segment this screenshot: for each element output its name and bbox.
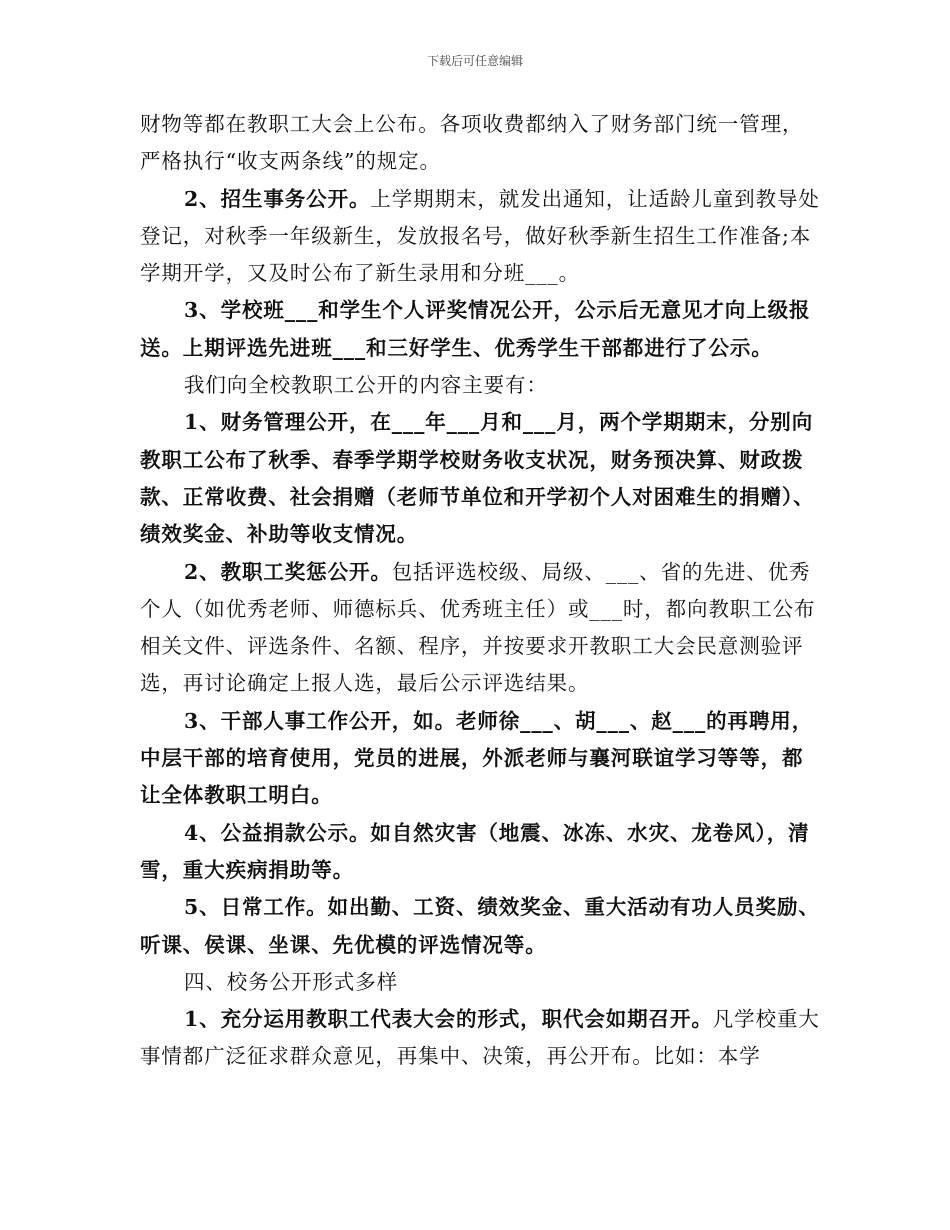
paragraph-7 [140, 703, 820, 815]
paragraph-3-bold: 3、学校班___和学生个人评奖情况公开，公示后无意见才向上级报送。上期评选先进班___和三好学生、优秀学生干部都进行了公示。 [140, 298, 811, 360]
paragraph-2-text: 上学期期末，就发出通知，让适龄儿童到教导处登记，对秋季一年级新生，发放报名号，做好秋季新生招生工作准备;本学期开学，又及时公布了新生录用和分班___。 [140, 186, 820, 286]
paragraph-4-text: 我们向全校教职工公开的内容主要有： [184, 373, 548, 398]
paragraph-2 [140, 181, 820, 293]
paragraph-11-bold: 1、充分运用教职工代表大会的形式，职代会如期召开。 [184, 1007, 713, 1032]
paragraph-8 [140, 815, 820, 890]
document-body [140, 106, 820, 1076]
paragraph-7-bold: 3、干部人事工作公开，如。老师徐___、胡___、赵___的再聘用，中层干部的培育使用，党员的进展，外派老师与襄河联谊学习等等，都让全体教职工明白。 [140, 708, 814, 808]
paragraph-11-text: 凡学校重大事情都广泛征求群众意见，再集中、决策，再公开布。比如：本学 [140, 1007, 820, 1069]
section-heading [140, 964, 820, 1001]
paragraph-9-bold: 5、日常工作。如出勤、工资、绩效奖金、重大活动有功人员奖励、听课、侯课、坐课、先优模的评选情况等。 [140, 895, 820, 957]
paragraph-4 [140, 367, 820, 404]
paragraph-6-bold: 2、教职工奖惩公开。 [184, 559, 392, 584]
paragraph-6 [140, 554, 820, 703]
paragraph-5 [140, 404, 820, 553]
paragraph-2-bold: 2、招生事务公开。 [184, 186, 371, 211]
paragraph-1-text: 财物等都在教职工大会上公布。各项收费都纳入了财务部门统一管理，严格执行“收支两条线”的规定。 [140, 112, 804, 174]
paragraph-10-text: 四、校务公开形式多样 [184, 969, 398, 994]
paragraph-11 [140, 1001, 820, 1076]
page-header: 下载后可任意编辑 [426, 54, 523, 68]
paragraph-8-bold: 4、公益捐款公示。如自然灾害（地震、冰冻、水灾、龙卷风），清雪，重大疾病捐助等。 [140, 820, 810, 882]
paragraph-9 [140, 889, 820, 964]
paragraph-5-bold: 1、财务管理公开，在___年___月和___月，两个学期期末，分别向教职工公布了秋季、春季学期学校财务收支状况，财务预决算、财政拨款、正常收费、社会捐赠（老师节单位和开学初个人对困难生的捐赠）、绩效奖金、补助等收支情况。 [140, 410, 815, 547]
paragraph-6-text: 包括评选校级、局级、___、省的先进、优秀个人（如优秀老师、师德标兵、优秀班主任）或___时，都向教职工公布相关文件、评选条件、名额、程序，并按要求开教职工大会民意测验评选，再讨论确定上报人选，最后公示评选结果。 [140, 559, 816, 696]
paragraph-3 [140, 292, 820, 367]
paragraph-1 [140, 106, 820, 181]
